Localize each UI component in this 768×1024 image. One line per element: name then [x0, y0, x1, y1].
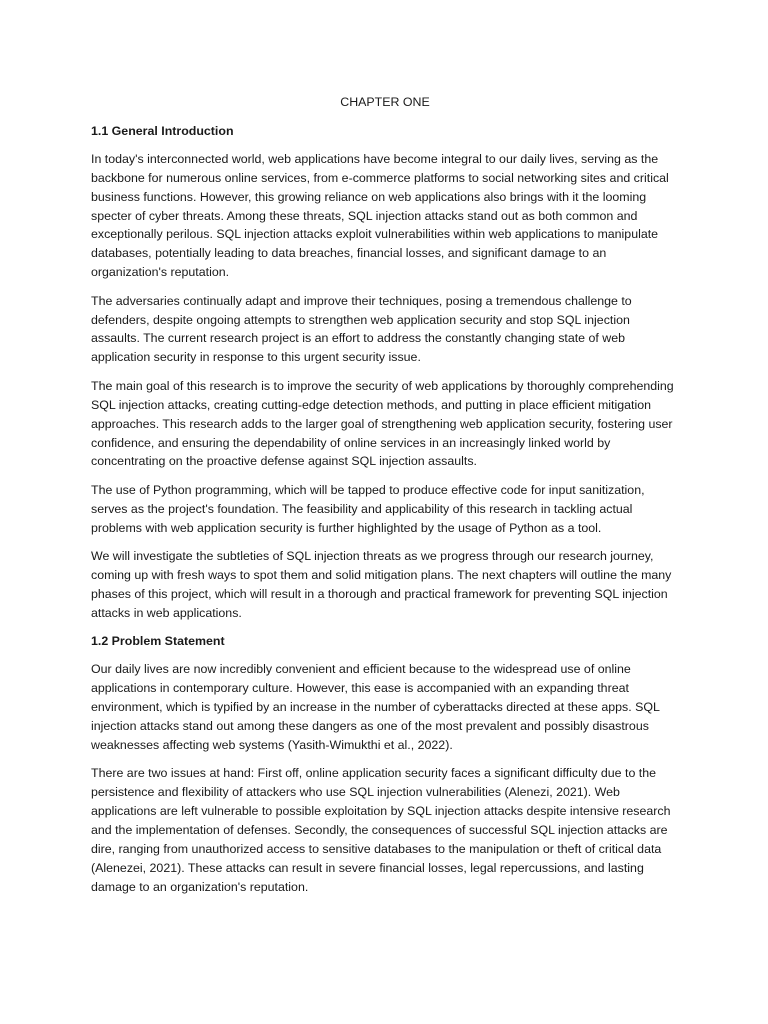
- paragraph: In today's interconnected world, web applications have become integral to our daily lives, serving as the backbone for numerous online services, from e-commerce platforms to social networking sites and critical business functions. However, this growing reliance on web applications also brings with it the looming specter of cyber threats. Among these threats, SQL injection attacks stand out as both common and exceptionally perilous. SQL injection attacks exploit vulnerabilities within web applications to manipulate databases, potentially leading to data breaches, financial losses, and significant damage to an organization's reputation.: [91, 151, 669, 280]
- section-problem-statement: [91, 632, 679, 896]
- section-heading: 1.2 Problem Statement: [91, 634, 225, 649]
- section-general-introduction: [91, 122, 679, 623]
- paragraph: The use of Python programming, which will be tapped to produce effective code for input sanitization, serves as the project's foundation. The feasibility and applicability of this research in tackling actual problems with web application security is further highlighted by the usage of Python as a tool.: [91, 482, 645, 535]
- section-heading: 1.1 General Introduction: [91, 123, 234, 138]
- paragraph: There are two issues at hand: First off, online application security faces a significant difficulty due to the persistence and flexibility of attackers who use SQL injection vulnerabilities (Alenezi, 2021). Web applications are left vulnerable to possible exploitation by SQL injection attacks despite intensive research and the implementation of defenses. Secondly, the consequences of successful SQL injection attacks are dire, ranging from unauthorized access to sensitive databases to the manipulation or theft of critical data (Alenezei, 2021). These attacks can result in severe financial losses, legal repercussions, and lasting damage to an organization's reputation.: [91, 766, 671, 894]
- chapter-title: CHAPTER ONE: [340, 95, 430, 109]
- paragraph: Our daily lives are now incredibly convenient and efficient because to the widespread use of online applications in contemporary culture. However, this ease is accompanied with an expanding threat environment, which is typified by an increase in the number of cyberattacks directed at these apps. SQL injection attacks stand out among these dangers as one of the most prevalent and possibly disastrous weaknesses affecting web systems (Yasith-Wimukthi et al., 2022).: [91, 662, 660, 752]
- paragraph: We will investigate the subtleties of SQL injection threats as we progress through our research journey, coming up with fresh ways to spot them and solid mitigation plans. The next chapters will outline the many phases of this project, which will result in a thorough and practical framework for preventing SQL injection attacks in web applications.: [91, 549, 672, 620]
- paragraph: The adversaries continually adapt and improve their techniques, posing a tremendous challenge to defenders, despite ongoing attempts to strengthen web application security and stop SQL injection assaults. The current research project is an effort to address the constantly changing state of web application security in response to this urgent security issue.: [91, 293, 632, 365]
- paragraph: The main goal of this research is to improve the security of web applications by thoroughly comprehending SQL injection attacks, creating cutting-edge detection methods, and putting in place efficient mitigation approaches. This research adds to the larger goal of strengthening web application security, fostering user confidence, and ensuring the dependability of online services in an increasingly linked world by concentrating on the proactive defense against SQL injection assaults.: [91, 378, 674, 469]
- document-body: [91, 93, 679, 906]
